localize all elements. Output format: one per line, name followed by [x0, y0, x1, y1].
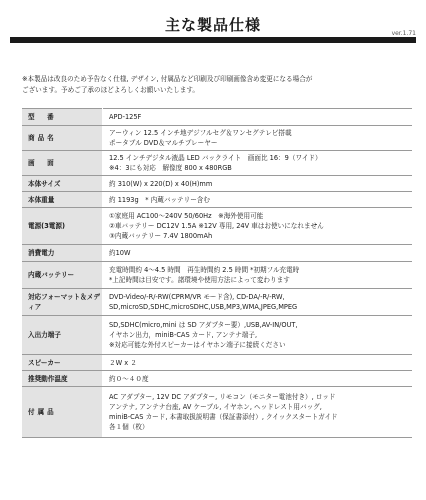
spec-value-line: ※4：3にも対応 解像度 800 x 480RGB	[109, 164, 232, 172]
spec-label: 対応フォーマット＆メディア	[22, 289, 103, 316]
spec-row	[22, 387, 412, 438]
spec-label: 内蔵バッテリー	[22, 262, 103, 289]
spec-label: スピーカー	[22, 355, 103, 371]
spec-label: 付属品	[22, 387, 103, 438]
spec-value-line: AC アダプター, 12V DC アダプター, リモコン（モニター電池付き）, ロッド	[109, 393, 336, 401]
spec-value-line: アーウィン 12.5 インチ地デジフルセグ＆ワンセグテレビ搭載	[109, 129, 292, 137]
spec-row	[22, 316, 412, 355]
spec-value-line: DVD-Video/-R/-RW(CPRM/VR モード含), CD-DA/-R/-RW,	[109, 293, 285, 301]
spec-label: 推奨動作温度	[22, 371, 103, 387]
spec-label: 電源(3電源)	[22, 208, 103, 245]
spec-value	[103, 176, 413, 192]
spec-label: 本体サイズ	[22, 176, 103, 192]
spec-value	[103, 208, 413, 245]
spec-row	[22, 245, 412, 262]
spec-value	[103, 109, 413, 126]
spec-row	[22, 262, 412, 289]
version-label: ver.1.71	[391, 30, 416, 37]
spec-row	[22, 109, 412, 126]
spec-row	[22, 355, 412, 371]
spec-value	[103, 355, 413, 371]
spec-value	[103, 245, 413, 262]
spec-value-line: ①家庭用 AC100～240V 50/60Hz ※海外使用可能	[109, 212, 264, 220]
spec-value-line: *上記時間は目安です。諸環境や使用方法によって変わります	[109, 276, 290, 284]
title-divider	[10, 37, 416, 43]
spec-value-line: 約10W	[109, 249, 131, 257]
spec-value-line: ②車バッテリー DC12V 1.5A ※12V 専用, 24V 車はお使いになれません	[109, 222, 324, 230]
spec-value-line: ポータブル DVD＆マルチプレーヤー	[109, 139, 218, 147]
spec-value-line: 約 310(W) x 220(D) x 40(H)mm	[109, 179, 213, 188]
spec-row	[22, 176, 412, 192]
spec-label: 本体重量	[22, 192, 103, 208]
spec-label: 画 面	[22, 151, 103, 176]
spec-label: 入出力端子	[22, 316, 103, 355]
spec-label: 型 番	[22, 109, 103, 126]
spec-value	[103, 289, 413, 316]
spec-value	[103, 192, 413, 208]
spec-value-line: イヤホン出力，miniB-CAS カード, アンテナ端子,	[109, 331, 258, 339]
spec-row	[22, 289, 412, 316]
spec-value	[103, 371, 413, 387]
spec-value	[103, 387, 413, 438]
spec-value-line: ２W x ２	[109, 358, 137, 367]
spec-row	[22, 371, 412, 387]
spec-value	[103, 126, 413, 151]
spec-value-line: SD,SDHC(micro,mini は SD アダプター要）,USB,AV-IN/OUT,	[109, 321, 298, 329]
spec-row	[22, 208, 412, 245]
spec-value-line: SD,microSD,SDHC,microSDHC,USB,MP3,WMA,JPEG,MPEG	[109, 303, 298, 311]
spec-value	[103, 151, 413, 176]
spec-value-line: APD-125F	[109, 113, 142, 121]
spec-value-line: アンテナ, アンテナ台座, AV ケーブル, イヤホン, ヘッドレスト用バッグ,	[109, 403, 322, 411]
spec-value-line: 約 1193g * 内蔵バッテリー含む	[109, 195, 210, 204]
spec-value-line: 約０～４０度	[109, 374, 149, 383]
spec-value-line: 各１個（枚）	[109, 423, 149, 431]
spec-label: 商品名	[22, 126, 103, 151]
page-title: 主な製品仕様	[164, 16, 261, 34]
notice-line: ※本製品は改良のため予告なく仕様, デザイン, 付属品など印刷及び印刷画像含め変更になる場合が	[22, 75, 313, 83]
spec-value	[103, 316, 413, 355]
spec-row	[22, 151, 412, 176]
spec-value	[103, 262, 413, 289]
spec-table	[22, 108, 412, 438]
spec-value-line: 充電時間約 4～4.5 時間 再生時間約 2.5 時間 *初期フル充電時	[109, 266, 300, 274]
spec-value-line: ③内蔵バッテリー 7.4V 1800mAh	[109, 232, 213, 240]
spec-value-line: ※対応可能な外付スピーカーはイヤホン端子に接続ください	[109, 341, 286, 349]
spec-value-line: miniB-CAS カード, 本書取扱説明書（保証書添付）, クイックスタートガイド	[109, 413, 338, 421]
notice-line: ございます。予めご了承のほどよろしくお願いいたします。	[22, 86, 199, 94]
spec-row	[22, 192, 412, 208]
spec-value-line: 12.5 インチデジタル液晶 LED バックライト 画面比 16：9（ワイド）	[109, 154, 322, 162]
spec-row	[22, 126, 412, 151]
spec-label: 消費電力	[22, 245, 103, 262]
notice-text	[22, 74, 412, 96]
